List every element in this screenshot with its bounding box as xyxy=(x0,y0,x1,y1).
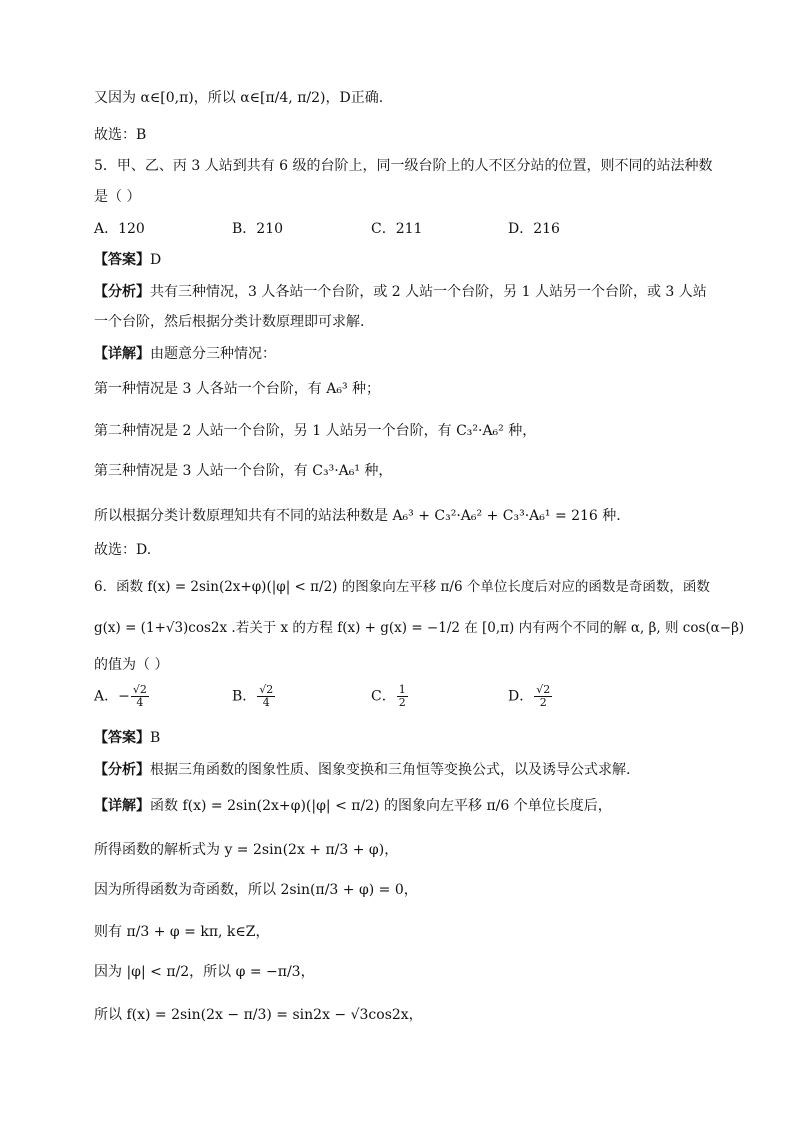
text-line: 所得函数的解析式为 y = 2sin(2x + π/3 + φ)， xyxy=(94,842,399,858)
detail-text: 由题意分三种情况： xyxy=(150,346,276,362)
text-line: 则有 π/3 + φ = kπ, k∈Z， xyxy=(94,924,270,940)
detail-tag: 【详解】 xyxy=(94,346,150,362)
q6-option-a: A．− $\frac{√2}{4}$ xyxy=(94,683,147,709)
q5-option-b: B．210 xyxy=(232,221,284,237)
text-line: 故选：B xyxy=(94,127,147,143)
analysis-text: 根据三角函数的图象性质、图象变换和三角恒等变换公式，以及诱导公式求解. xyxy=(150,762,631,778)
answer-tag: 【答案】 xyxy=(94,730,150,746)
answer-line xyxy=(94,250,734,270)
text-line: 第一种情况是 3 人各站一个台阶，有 A₆³ 种； xyxy=(94,381,381,397)
q5-option-a: A．120 xyxy=(94,221,145,237)
detail-tag: 【详解】 xyxy=(94,798,150,814)
text-line: 第三种情况是 3 人站一个台阶，有 C₃³·A₆¹ 种， xyxy=(94,463,393,479)
text-line: 第二种情况是 2 人站一个台阶，另 1 人站另一个台阶，有 C₃²·A₆² 种， xyxy=(94,423,537,439)
analysis-tag: 【分析】 xyxy=(94,284,150,300)
detail-text: 函数 f(x) = 2sin(2x+φ)(|φ| < π/2) 的图象向左平移 π/6 个单位长度后， xyxy=(150,798,612,814)
analysis-text: 共有三种情况，3 人各站一个台阶，或 2 人站一个台阶，另 1 人站另一个台阶，或 3 人站 xyxy=(150,284,707,300)
question-5-stem: 5．甲、乙、丙 3 人站到共有 6 级的台阶上，同一级台阶上的人不区分站的位置，则不同的站法种数 xyxy=(94,158,713,174)
text-line: 一个台阶，然后根据分类计数原理即可求解. xyxy=(94,314,365,330)
q6-option-c: C． $\frac{1}{2}$ xyxy=(371,683,406,709)
text-line: 所以根据分类计数原理知共有不同的站法种数是 A₆³ + C₃²·A₆² + C₃³·A₆¹ = 216 种. xyxy=(94,508,621,524)
text-line: 的值为（ ） xyxy=(94,657,169,673)
analysis-line xyxy=(94,760,734,780)
q6-option-d: D． $\frac{√2}{2}$ xyxy=(508,683,551,709)
text-line: 又因为 α∈[0,π)，所以 α∈[π/4, π/2)，D正确. xyxy=(94,90,384,106)
text-line: g(x) = (1+√3)cos2x .若关于 x 的方程 f(x) + g(x) = −1/2 在 [0,π) 内有两个不同的解 α, β, 则 cos(α−β) xyxy=(94,620,745,636)
question-6-stem: 6．函数 f(x) = 2sin(2x+φ)(|φ| < π/2) 的图象向左平移 π/6 个单位长度后对应的函数是奇函数，函数 xyxy=(94,579,710,595)
text-line: 是（ ） xyxy=(94,189,141,205)
detail-line xyxy=(94,796,734,816)
text-line: 故选：D. xyxy=(94,542,152,558)
detail-line xyxy=(94,344,734,364)
answer-line xyxy=(94,728,734,748)
q5-option-d: D．216 xyxy=(508,221,560,237)
analysis-line xyxy=(94,282,734,302)
answer-value: D xyxy=(150,252,162,268)
q6-option-b: B． $\frac{√2}{4}$ xyxy=(232,683,274,709)
text-line: 所以 f(x) = 2sin(2x − π/3) = sin2x − √3cos2x， xyxy=(94,1007,423,1023)
answer-value: B xyxy=(150,730,161,746)
text-line: 因为 |φ| < π/2，所以 φ = −π/3， xyxy=(94,964,315,980)
analysis-tag: 【分析】 xyxy=(94,762,150,778)
text-line: 因为所得函数为奇函数，所以 2sin(π/3 + φ) = 0， xyxy=(94,882,418,898)
answer-tag: 【答案】 xyxy=(94,252,150,268)
q5-option-c: C．211 xyxy=(371,221,423,237)
